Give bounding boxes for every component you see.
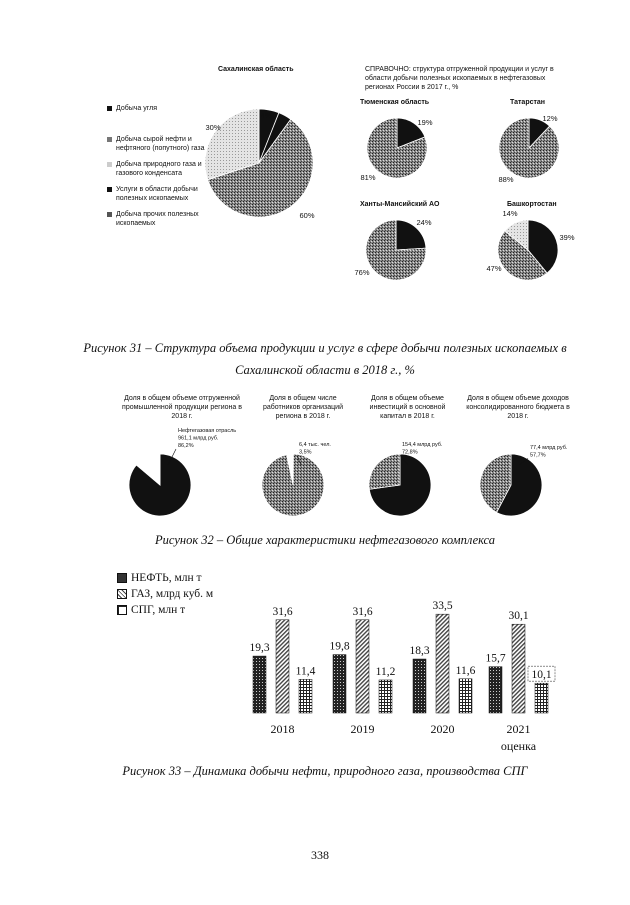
pie-title-khmao: Ханты-Мансийский АО xyxy=(360,201,440,208)
fig32-title-2: Доля в общем числе работников организаций региона в 2018 г. xyxy=(262,395,343,420)
tatarstan-pie-slice xyxy=(499,118,559,178)
sakhalin-pie-title: Сахалинская область xyxy=(218,66,294,73)
pie-slice-label: 88% xyxy=(498,175,514,184)
bar-value-label: 11,2 xyxy=(375,665,396,678)
legend-swatch xyxy=(117,605,127,615)
bar xyxy=(276,620,289,713)
bar xyxy=(253,656,266,713)
category-label: 2018 xyxy=(270,722,295,736)
pie-slice-label: 81% xyxy=(360,173,376,182)
bar xyxy=(459,679,472,713)
pie-slice-label: 30% xyxy=(205,123,221,132)
figure-32-caption: Рисунок 32 – Общие характеристики нефтегазового комплекса xyxy=(154,533,496,547)
bar-value-label: 19,8 xyxy=(329,640,350,653)
bar-value-label: 15,7 xyxy=(485,652,506,665)
legend-item xyxy=(107,210,205,228)
legend-item xyxy=(107,160,205,178)
fig32-title-1: Доля в общем объеме отгруженной промышленной продукции региона в 2018 г. xyxy=(122,395,242,420)
legend-item xyxy=(107,185,205,203)
legend-swatch xyxy=(117,589,127,599)
bar xyxy=(512,624,525,713)
bar xyxy=(356,620,369,713)
pie-slice-label: 12% xyxy=(542,114,558,123)
fig32-title-4: Доля в общем объеме доходов консолидированного бюджета в 2018 г. xyxy=(466,395,570,420)
category-sublabel: оценка xyxy=(500,739,537,753)
bar xyxy=(333,655,346,713)
pie-annotation: 961,1 млрд руб. xyxy=(178,435,219,442)
legend-item xyxy=(117,570,213,586)
bar-legend xyxy=(117,570,213,618)
pie-slice-label: 60% xyxy=(299,211,315,220)
pie-title-tyumen: Тюменская область xyxy=(360,99,430,106)
bar xyxy=(489,667,502,713)
pie-annotation: 57,7% xyxy=(530,452,546,459)
bar-value-label: 33,5 xyxy=(432,600,453,613)
bar-value-label: 31,6 xyxy=(352,605,373,618)
legend-label: Добыча прочих полезных ископаемых xyxy=(116,211,199,227)
bar-value-label: 11,6 xyxy=(455,664,476,677)
legend-label: Добыча сырой нефти и нефтяного (попутного) газа xyxy=(116,136,205,152)
legend-item xyxy=(117,602,213,618)
pie-annotation: 77,4 млрд руб. xyxy=(530,445,568,451)
bar-value-label: 31,6 xyxy=(272,605,293,618)
category-label: 2020 xyxy=(430,722,455,736)
bar-value-label: 10,1 xyxy=(531,669,552,682)
fig32-title-3: Доля в общем объеме инвестиций в основной капитал в 2018 г. xyxy=(369,395,446,420)
overview-pie-slice xyxy=(369,454,400,489)
legend-swatch xyxy=(107,106,112,111)
figure-31-caption: Рисунок 31 – Структура объема продукции и услуг в сфере добычи полезных ископаемых в Сахалинской области в 2018 г., % xyxy=(83,341,567,377)
pie-annotation: 6,4 тыс. чел. xyxy=(299,442,331,448)
legend-label: Услуги в области добычи полезных ископаемых xyxy=(116,186,198,202)
reference-title: СПРАВОЧНО: структура отгруженной продукции и услуг в области добычи полезных ископаемых в нефтегазовых регионах России в 2017 г., % xyxy=(365,66,554,91)
pie-slice-label: 24% xyxy=(416,218,432,227)
bar-value-label: 30,1 xyxy=(508,610,529,623)
pie-slice-label: 47% xyxy=(486,264,502,273)
bar xyxy=(535,683,548,713)
legend-swatch xyxy=(107,137,112,142)
bar-value-label: 19,3 xyxy=(249,642,270,655)
overview-pie-slice xyxy=(262,454,324,516)
bar xyxy=(379,680,392,713)
bar xyxy=(299,679,312,713)
legend-item xyxy=(107,135,205,153)
bar xyxy=(436,614,449,713)
pie-slice-label: 14% xyxy=(502,209,518,218)
legend-item xyxy=(117,586,213,602)
sakhalin-legend xyxy=(107,104,205,235)
legend-label: Добыча природного газа и газового конденсата xyxy=(116,161,202,177)
bar-value-label: 11,4 xyxy=(295,665,316,678)
pie-slice-label: 76% xyxy=(354,268,370,277)
category-label: 2019 xyxy=(350,722,375,736)
pie-slice-label: 39% xyxy=(559,233,575,242)
legend-swatch xyxy=(117,573,127,583)
legend-swatch xyxy=(107,187,112,192)
pie-annotation: 3,5% xyxy=(299,449,312,456)
legend-label: НЕФТЬ, млн т xyxy=(131,572,202,584)
page-number: 338 xyxy=(311,848,329,862)
legend-swatch xyxy=(107,212,112,217)
category-label: 2021 xyxy=(506,722,531,736)
pie-annotation: 72,8% xyxy=(402,449,418,456)
bar-value-label: 18,3 xyxy=(409,645,430,658)
legend-item xyxy=(107,104,205,113)
pie-slice-label: 19% xyxy=(417,118,433,127)
pie-annotation: 86,2% xyxy=(178,443,194,449)
pie-title-bashkortostan: Башкортостан xyxy=(507,201,557,208)
legend-label: ГАЗ, млрд куб. м xyxy=(131,588,214,600)
pie-annotation: 154,4 млрд руб. xyxy=(402,442,443,448)
legend-swatch xyxy=(107,162,112,167)
pie-slice-label: 4% xyxy=(260,111,272,120)
legend-label: СПГ, млн т xyxy=(131,604,186,616)
figure-33-caption: Рисунок 33 – Динамика добычи нефти, природного газа, производства СПГ xyxy=(122,764,528,778)
bar xyxy=(413,659,426,713)
legend-label: Добыча угля xyxy=(116,105,158,112)
pie-title-tatarstan: Татарстан xyxy=(510,99,546,106)
pie-annotation: Нефтегазовая отрасль xyxy=(178,428,237,434)
